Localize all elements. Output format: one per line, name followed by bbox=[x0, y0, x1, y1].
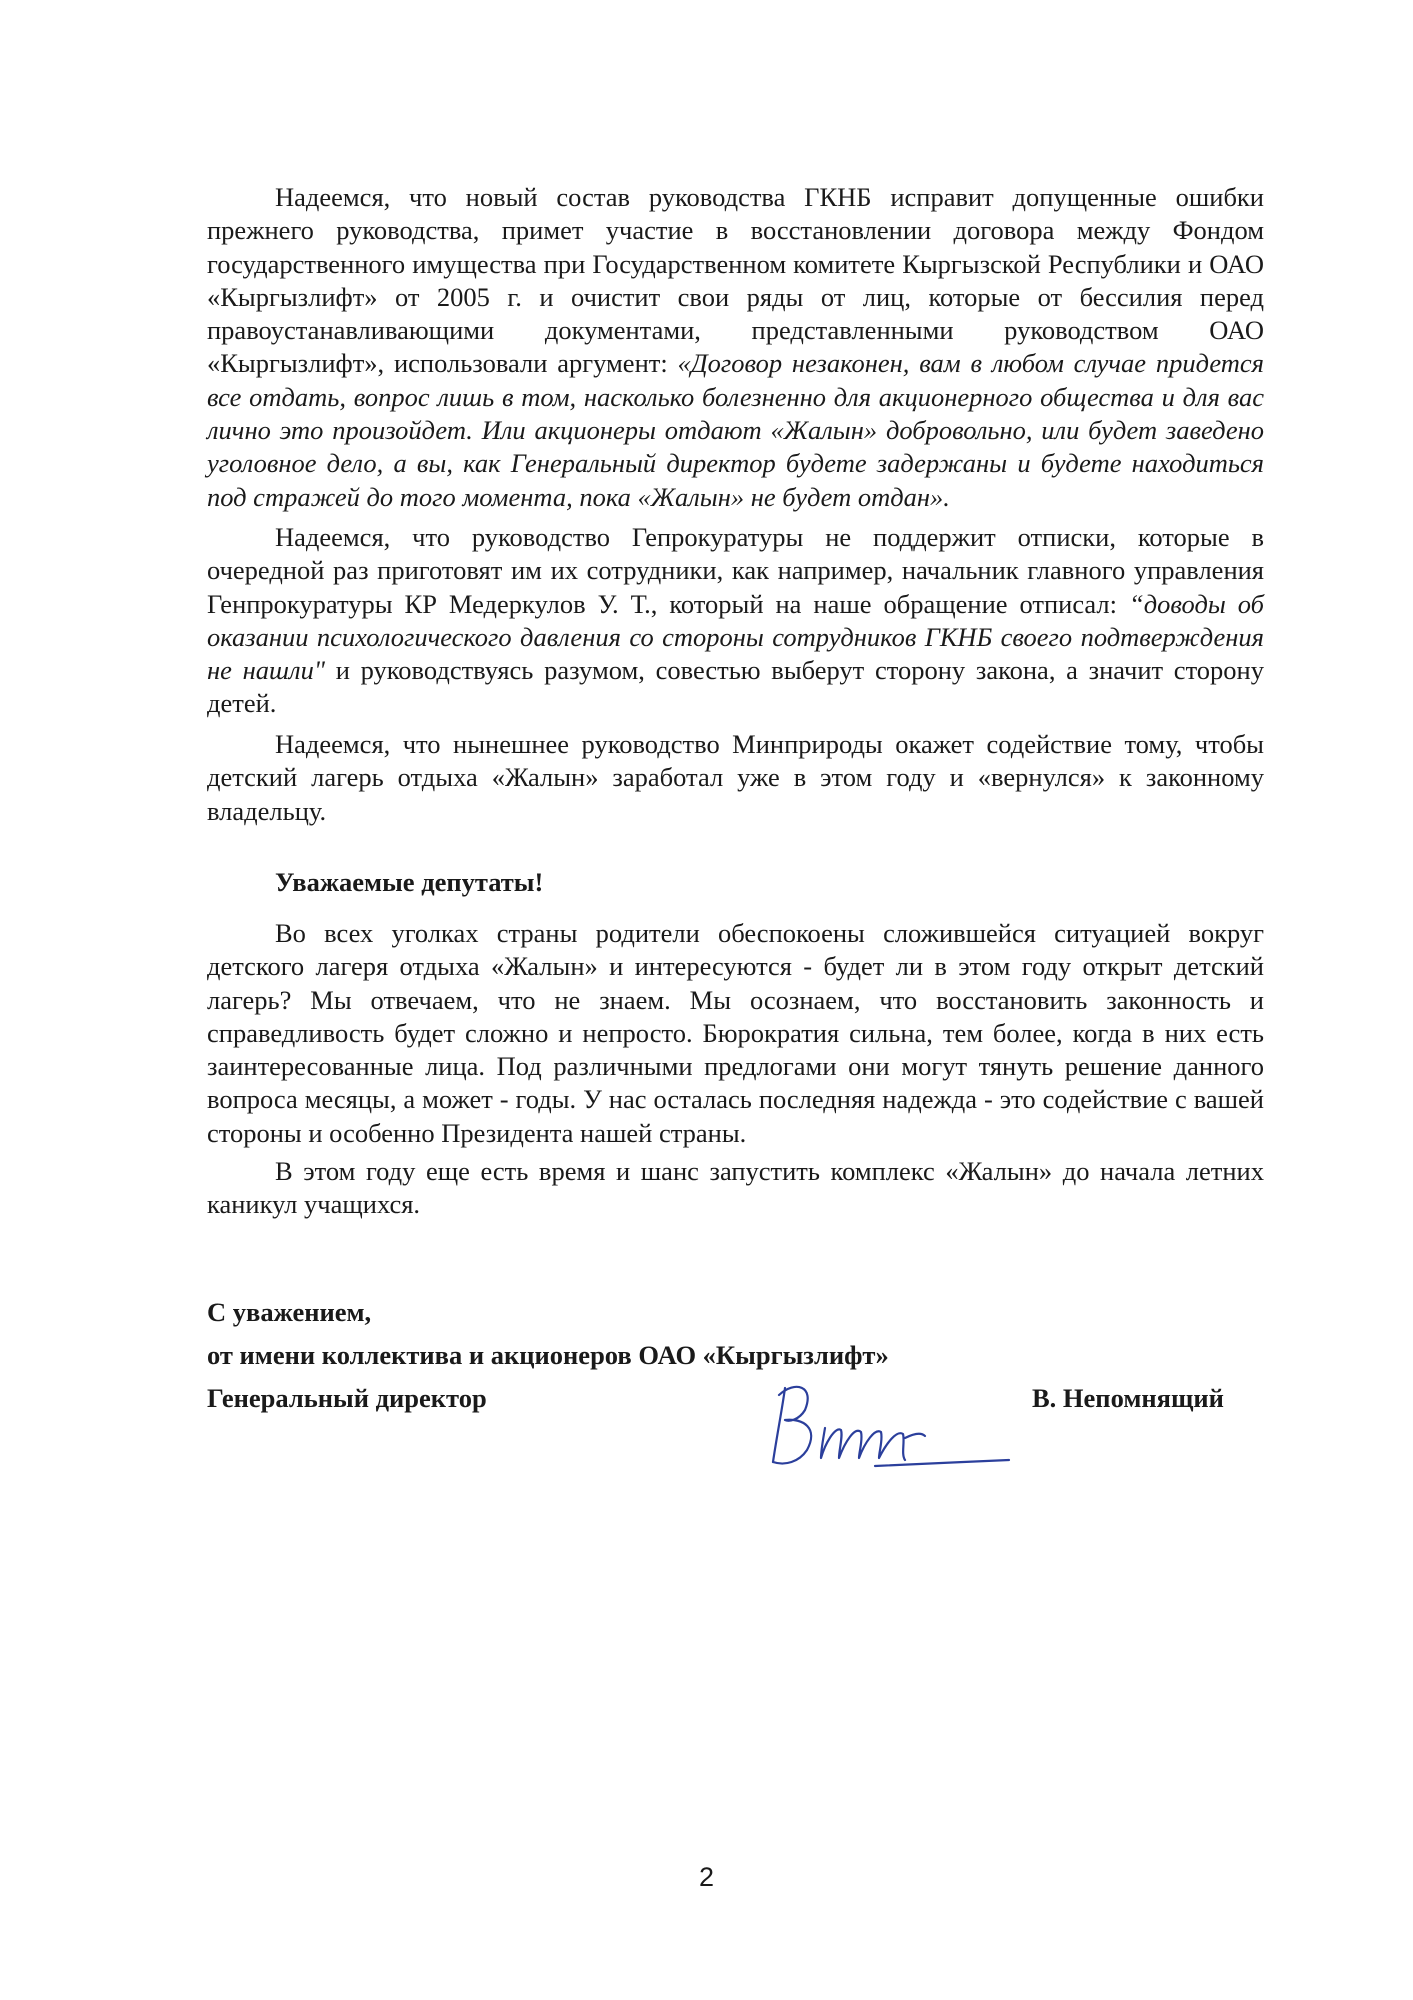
paragraph-ministry bbox=[207, 728, 1264, 828]
paragraph-prosecutor-text: Надеемся, что руководство Гепрокуратуры не поддержит отписки, которые в очередной раз приготовят им их сотрудники, как например, начальник главного управления Генпрокуратуры КР Медеркулов У. Т., который на наше обращение отписал: bbox=[207, 522, 1264, 619]
paragraph-this-year-text: В этом году еще есть время и шанс запустить комплекс «Жалын» до начала летних каникул учащихся. bbox=[207, 1156, 1264, 1220]
paragraph-prosecutor bbox=[207, 521, 1264, 721]
closing-regards: С уважением, bbox=[207, 1297, 372, 1327]
paragraph-ministry-text: Надеемся, что нынешнее руководство Минприроды окажет содействие тому, чтобы детский лагерь отдыха «Жалын» заработал уже в этом году и «вернулся» к законному владельцу. bbox=[207, 729, 1264, 826]
handwritten-signature bbox=[755, 1370, 1015, 1480]
paragraph-gknb bbox=[207, 181, 1264, 514]
director-title: Генеральный директор bbox=[207, 1383, 487, 1413]
director-name: В. Непомнящий bbox=[1032, 1383, 1224, 1413]
paragraph-gknb-text: Надеемся, что новый состав руководства ГКНБ исправит допущенные ошибки прежнего руководства, примет участие в восстановлении договора между Фондом государственного имущества при Государственном комитете Кыргызской Республики и ОАО «Кыргызлифт» от 2005 г. и очистит свои ряды от лиц, которые от бессилия перед правоустанавливающими документами, представленными руководством ОАО «Кыргызлифт», использовали аргумент: bbox=[207, 182, 1264, 379]
paragraph-parents bbox=[207, 917, 1264, 1150]
paragraph-gknb-quote: «Договор незаконен, вам в любом случае придется все отдать, вопрос лишь в том, насколько болезненно для акционерного общества и для вас лично это произойдет. Или акционеры отдают «Жалын» добровольно, или будет заведено уголовное дело, а вы, как Генеральный директор будете задержаны и будете находиться под стражей до того момента, пока «Жалын» не будет отдан». bbox=[207, 348, 1264, 512]
paragraph-prosecutor-text-end: и руководствуясь разумом, совестью выберут сторону закона, а значит сторону детей. bbox=[207, 655, 1264, 719]
greeting-heading bbox=[207, 866, 1264, 899]
paragraph-parents-text: Во всех уголках страны родители обеспокоены сложившейся ситуацией вокруг детского лагеря отдыха «Жалын» и интересуются - будет ли в этом году открыт детский лагерь? Мы отвечаем, что не знаем. Мы осознаем, что восстановить законность и справедливость будет сложно и непросто. Бюрократия сильна, тем более, когда в них есть заинтересованные лица. Под различными предлогами они могут тянуть решение данного вопроса месяцы, а может - годы. У нас осталась последняя надежда - это содействие с вашей стороны и особенно Президента нашей страны. bbox=[207, 918, 1264, 1148]
page-number: 2 bbox=[698, 1862, 715, 1892]
greeting-text: Уважаемые депутаты! bbox=[275, 867, 544, 897]
closing-on-behalf: от имени коллектива и акционеров ОАО «Кыргызлифт» bbox=[207, 1340, 889, 1370]
paragraph-prosecutor-quote: “доводы об оказании психологического давления со стороны сотрудников ГКНБ своего подтверждения не нашли" bbox=[207, 588, 1265, 686]
paragraph-this-year bbox=[207, 1155, 1264, 1222]
